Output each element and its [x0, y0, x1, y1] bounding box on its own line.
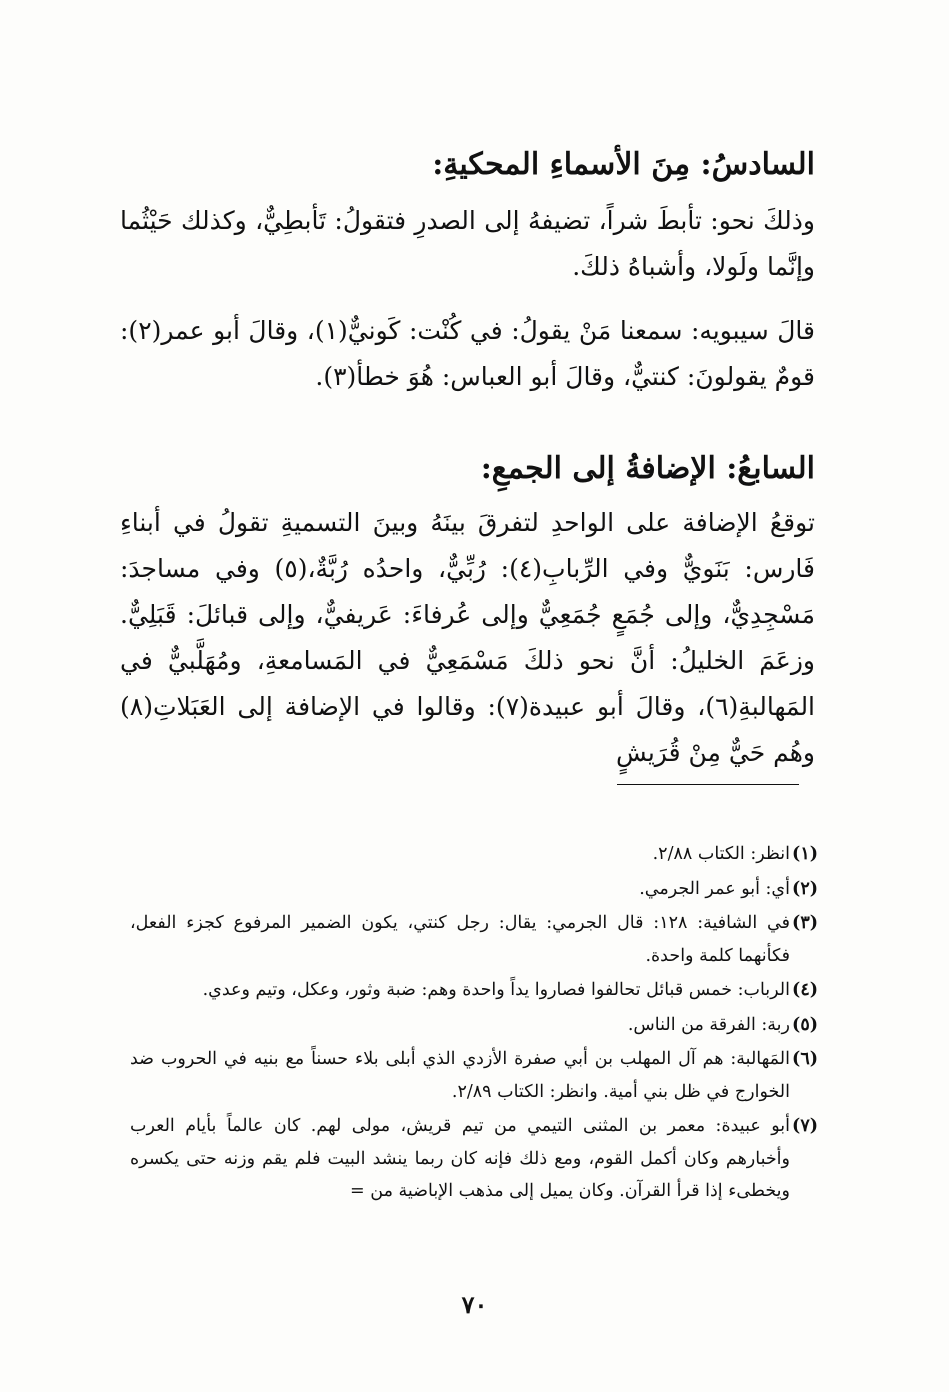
footnote-text: المَهالبة: هم آل المهلب بن أبي صفرة الأزدي الذي أبلى بلاء حسناً مع بنيه في الحروب ضد الخوارج في ظل بني أمية. وانظر: الكتاب ٢/٨٩. — [130, 1049, 790, 1102]
footnote-number: (١) — [792, 844, 818, 864]
footnote-number: (٦) — [792, 1049, 818, 1069]
footnote-4 — [130, 974, 818, 1007]
main-text — [120, 140, 815, 776]
footnote-number: (٥) — [792, 1014, 818, 1035]
section-7-paragraph: توقعُ الإضافة على الواحدِ لتفرقَ بينَهُ وبينَ التسميةِ تقولُ في أبناءِ فَارس: بَنَويٌّ وفي الرِّبابِ(٤): رُبِّيٌّ، واحدُه رُبَّةٌ،(٥) وفي مساجدَ: مَسْجِدِيٌّ، وإلى جُمَعٍ جُمَعِيٌّ وإلى عُرفاءَ: عَريفيٌّ، وإلى قبائلَ: قَبَلِيٌّ. وزعَمَ الخليلُ: أنَّ نحو ذلكَ مَسْمَعِيٌّ في المَسامعةِ، ومُهَلَّبيٌّ في المَهالبةِ(٦)، وقالَ أبو عبيدة(٧): وقالوا في الإضافة إلى العَبَلاتِ(٨) وهُم حَيٌّ مِنْ قُرَيشٍ — [120, 508, 816, 767]
footnote-text: ربة: الفرقة من الناس. — [627, 1014, 790, 1035]
footnote-number: (٤) — [792, 980, 818, 1000]
footnote-divider — [617, 784, 799, 785]
footnote-text: في الشافية: ١٢٨: قال الجرمي: يقال: رجل كنتي، يكون الضمير المرفوع كجزء الفعل، فكأنهما كلمة واحدة. — [130, 913, 791, 966]
page-number: ٧٠ — [461, 1290, 488, 1319]
footnote-3 — [130, 907, 818, 972]
section-6-paragraph-2: قالَ سيبويه: سمعنا مَنْ يقولُ: في كُنْت: كَونيٌّ(١)، وقالَ أبو عمر(٢): قومٌ يقولونَ: كنتيٌّ، وقالَ أبو العباس: هُوَ خطأ(٣). — [120, 316, 815, 391]
footnote-text: أي: أبو عمر الجرمي. — [639, 878, 790, 899]
footnote-number: (٢) — [792, 878, 818, 899]
footnote-number: (٧) — [792, 1116, 818, 1136]
footnote-1 — [130, 838, 818, 871]
footnote-text: الرباب: خمس قبائل تحالفوا فصاروا يداً واحدة وهم: ضبة وثور، وعكل، وتيم وعدي. — [202, 980, 790, 1000]
section-6-paragraph-1: وذلكَ نحو: تأبطَ شراً، تضيفهُ إلى الصدرِ فتقولُ: تَأبطِيٌّ، وكذلك حَيْثُما وإنَّما ولَولا، وأشباهُ ذلكَ. — [120, 206, 815, 281]
footnote-2 — [130, 873, 818, 906]
footnote-number: (٣) — [792, 913, 818, 933]
footnote-text: أبو عبيدة: معمر بن المثنى التيمي من تيم قريش، مولى لهم. كان عالماً بأيام العرب وأخبارهم وكان أكمل القوم، ومع ذلك فإنه كان ربما ينشد البيت فلم يقم وزنه حتى يكسره ويخطىء إذا قرأ القرآن. وكان يميل إلى مذهب الإباضية من = — [130, 1116, 790, 1201]
footnote-text: انظر: الكتاب ٢/٨٨. — [652, 844, 790, 864]
footnotes — [130, 838, 818, 1210]
section-7-heading: السابعُ: الإضافةُ إلى الجمعِ: — [480, 451, 815, 486]
footnote-7 — [130, 1110, 818, 1208]
footnote-5 — [130, 1009, 818, 1042]
footnote-6 — [130, 1043, 818, 1108]
section-6-heading: السادسُ: مِنَ الأسماءِ المحكيةِ: — [432, 147, 815, 182]
